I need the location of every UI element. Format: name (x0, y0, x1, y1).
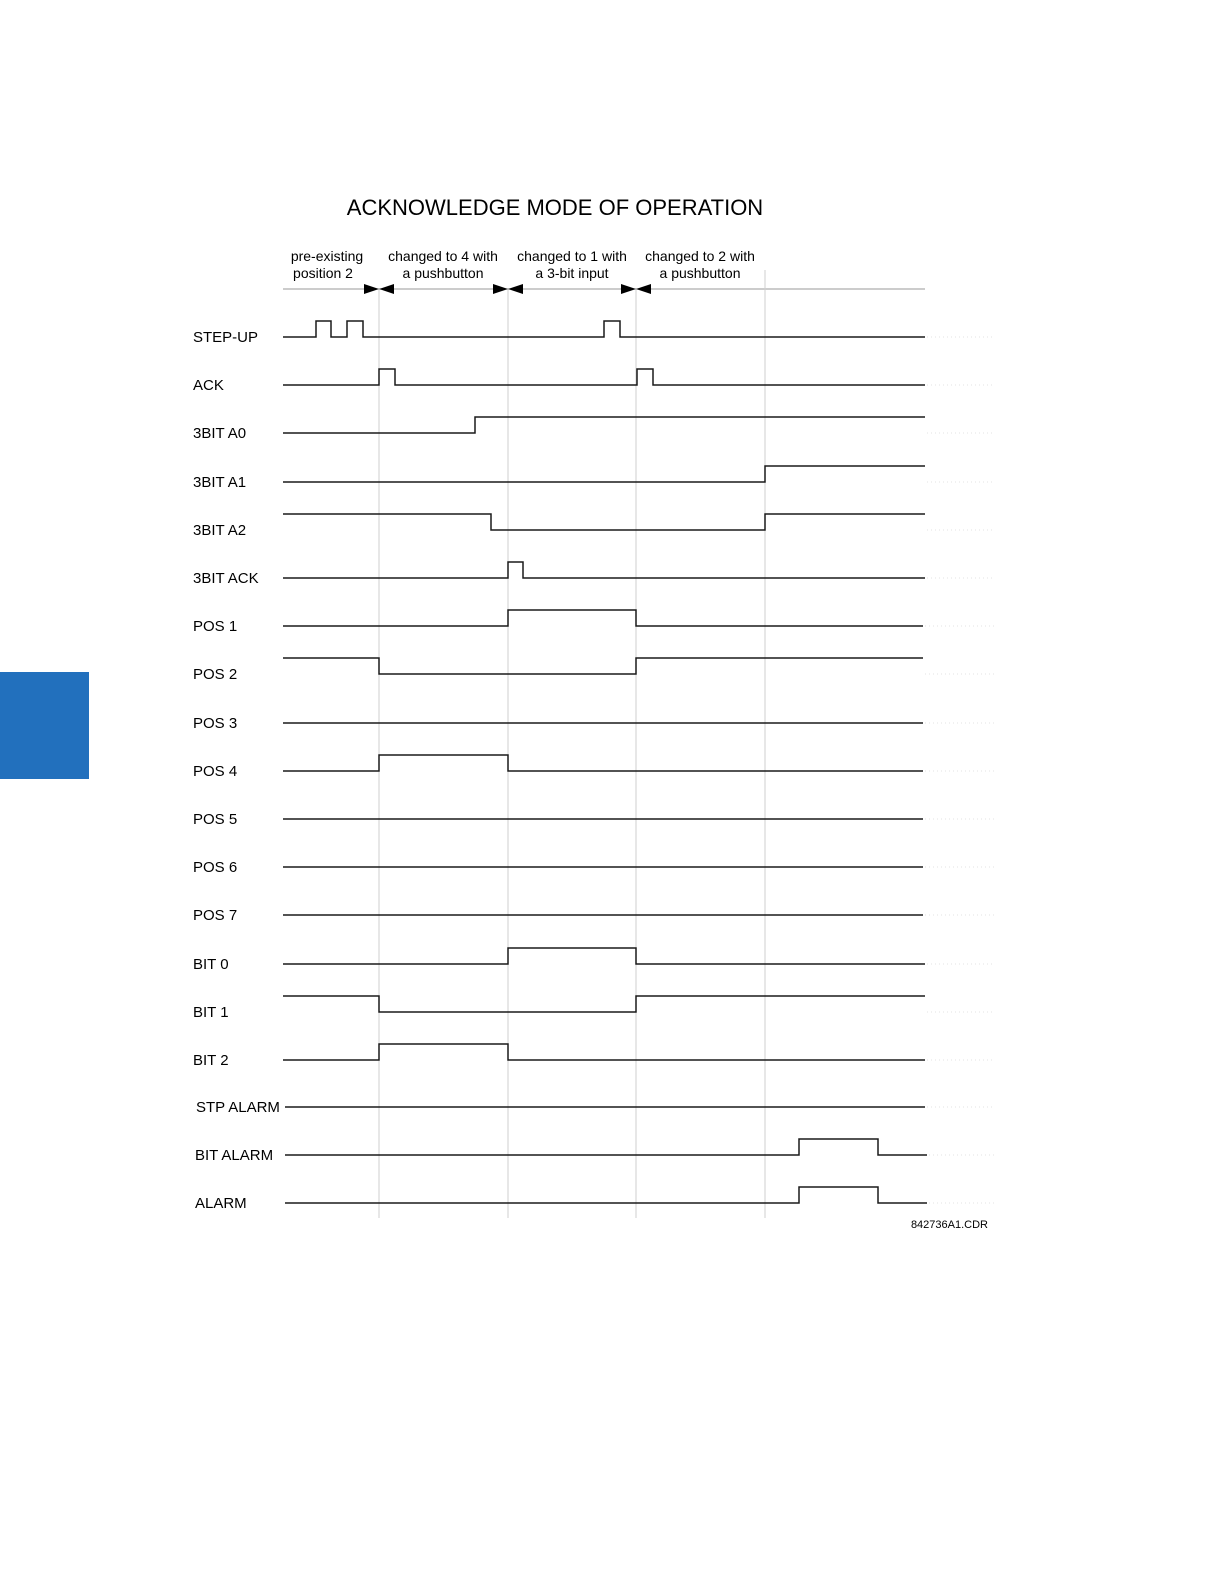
signal-row-pos-2 (193, 658, 995, 683)
signal-row-stp-alarm (196, 1099, 995, 1116)
signal-label-3bit-a1: 3BIT A1 (193, 474, 247, 491)
waveform-pos-4 (283, 755, 923, 771)
signal-row-bit-2 (193, 1044, 995, 1069)
figure-id: 842736A1.CDR (910, 1219, 988, 1231)
waveform-ack (283, 369, 925, 385)
signal-label-ack: ACK (193, 377, 224, 394)
waveform-bit-alarm (285, 1139, 927, 1155)
signal-row-pos-5 (193, 811, 995, 828)
signal-label-pos-1: POS 1 (193, 618, 238, 635)
time-guides (379, 270, 765, 1218)
signal-label-3bit-a0: 3BIT A0 (193, 425, 247, 442)
boundary-2-arrow-left (508, 284, 523, 294)
signal-label-bit-2: BIT 2 (193, 1052, 229, 1069)
signal-row-pos-3 (193, 715, 995, 732)
waveform-alarm (285, 1187, 927, 1203)
signal-label-step-up: STEP-UP (193, 329, 259, 346)
signal-label-pos-4: POS 4 (193, 763, 238, 780)
phase-1-line-1: pre-existing (290, 248, 364, 264)
signal-row-pos-6 (193, 859, 995, 876)
signal-row-bit-0 (193, 948, 995, 973)
signal-row-alarm (195, 1187, 995, 1212)
signal-label-3bit-ack: 3BIT ACK (193, 570, 259, 587)
signal-row-ack (193, 369, 995, 394)
phase-2-line-1: changed to 4 with (388, 248, 498, 264)
phase-4-line-2: a pushbutton (659, 265, 741, 281)
boundary-2-arrow-right (493, 284, 508, 294)
signal-row-pos-4 (193, 755, 995, 780)
boundary-1-arrow-left (379, 284, 394, 294)
signal-label-bit-alarm: BIT ALARM (195, 1147, 274, 1164)
signal-row-pos-1 (193, 610, 995, 635)
waveform-bit-1 (283, 996, 925, 1012)
signal-label-3bit-a2: 3BIT A2 (193, 522, 247, 539)
boundary-3-arrow-left (636, 284, 651, 294)
signal-row-3bit-ack (193, 562, 995, 587)
signal-row-bit-alarm (195, 1139, 995, 1164)
signal-label-pos-2: POS 2 (193, 666, 238, 683)
signal-label-stp-alarm: STP ALARM (196, 1099, 280, 1116)
diagram-title: ACKNOWLEDGE MODE OF OPERATION (346, 195, 764, 220)
boundary-1-arrow-right (364, 284, 379, 294)
phase-3-line-2: a 3-bit input (535, 265, 609, 281)
signal-row-3bit-a0 (193, 417, 995, 442)
signal-label-pos-7: POS 7 (193, 907, 238, 924)
waveform-pos-2 (283, 658, 923, 674)
phase-4-line-1: changed to 2 with (645, 248, 755, 264)
boundary-3-arrow-right (621, 284, 636, 294)
signal-label-pos-5: POS 5 (193, 811, 238, 828)
signal-label-bit-0: BIT 0 (193, 956, 229, 973)
signal-row-3bit-a1 (193, 466, 995, 491)
signal-row-pos-7 (193, 907, 995, 924)
signal-label-pos-3: POS 3 (193, 715, 238, 732)
signal-label-alarm: ALARM (195, 1195, 247, 1212)
signal-label-bit-1: BIT 1 (193, 1004, 229, 1021)
phase-3-line-1: changed to 1 with (517, 248, 627, 264)
phase-2-line-2: a pushbutton (402, 265, 484, 281)
waveform-bit-2 (283, 1044, 925, 1060)
phase-headers (291, 248, 755, 281)
signal-row-step-up (193, 321, 995, 346)
phase-1-line-2: position 2 (293, 265, 353, 281)
signal-row-3bit-a2 (193, 514, 995, 539)
signal-rows (193, 321, 995, 1212)
signal-label-pos-6: POS 6 (193, 859, 238, 876)
signal-row-bit-1 (193, 996, 995, 1021)
